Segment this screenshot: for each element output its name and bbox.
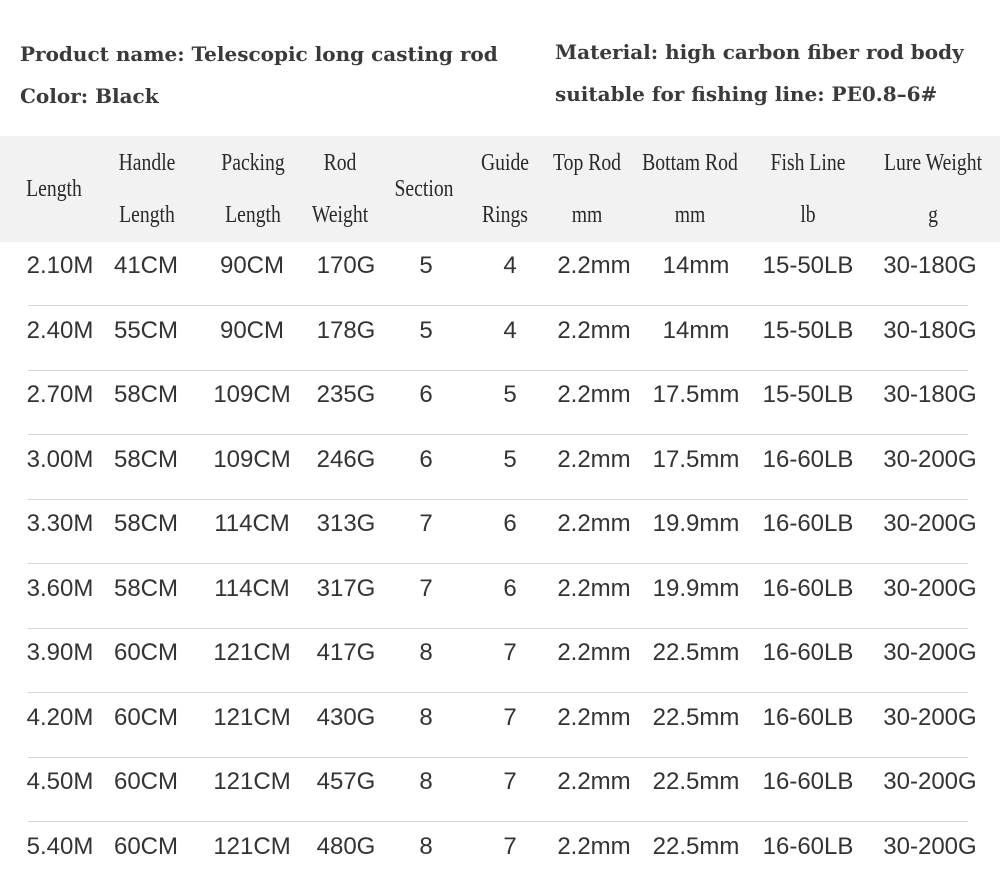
table-cell: 6: [503, 574, 517, 602]
header-sublabel: Length: [119, 202, 175, 228]
table-cell: 16-60LB: [762, 832, 854, 860]
table-cell: 30-200G: [883, 445, 977, 473]
header-sublabel: mm: [674, 202, 706, 228]
table-cell: 7: [503, 832, 517, 860]
fishing-line-text: suitable for fishing line: PE0.8–6#: [555, 82, 938, 106]
table-cell: 5: [419, 252, 433, 279]
table-cell: 246G: [316, 445, 376, 473]
table-cell: 430G: [316, 703, 376, 731]
table-cell: 5: [419, 316, 433, 344]
header-label: Bottam Rod: [642, 150, 738, 176]
header-cell: [755, 150, 862, 234]
table-cell: 7: [419, 510, 433, 537]
table-cell: 14mm: [662, 316, 730, 344]
color-text: Color: Black: [20, 84, 159, 108]
table-cell: 2.2mm: [557, 639, 631, 666]
table-cell: 2.2mm: [557, 768, 631, 795]
table-cell: 19.9mm: [652, 574, 740, 602]
header-cell: [94, 150, 201, 234]
table-cell: 6: [419, 381, 433, 408]
table-cell: 5.40M: [26, 832, 94, 860]
table-cell: 41CM: [113, 252, 179, 279]
table-cell: 22.5mm: [652, 639, 740, 666]
header-sublabel: Weight: [311, 202, 369, 228]
table-cell: 15-50LB: [762, 252, 854, 279]
material-text: Material: high carbon fiber rod body: [555, 40, 964, 64]
table-row: [26, 823, 977, 887]
table-cell: 30-180G: [883, 381, 977, 408]
table-cell: 8: [419, 703, 433, 731]
table-cell: 55CM: [113, 316, 179, 344]
table-cell: 8: [419, 639, 433, 666]
table-cell: 60CM: [113, 832, 179, 860]
table-cell: 4.50M: [26, 768, 94, 795]
header-cell: [637, 150, 744, 234]
table-row: [26, 694, 977, 758]
table-cell: 90CM: [219, 252, 285, 279]
table-cell: 58CM: [113, 381, 179, 408]
table-cell: 14mm: [662, 252, 730, 279]
header-label: Rod: [323, 150, 357, 176]
table-cell: 4.20M: [26, 703, 94, 731]
table-cell: 90CM: [219, 316, 285, 344]
header-sublabel: Length: [225, 202, 281, 228]
table-cell: 317G: [316, 574, 376, 602]
table-cell: 8: [419, 768, 433, 795]
table-cell: 121CM: [213, 768, 291, 795]
table-cell: 16-60LB: [762, 639, 854, 666]
table-cell: 22.5mm: [652, 703, 740, 731]
table-cell: 22.5mm: [652, 832, 740, 860]
table-cell: 3.30M: [26, 510, 94, 537]
header-label: Handle: [118, 150, 176, 176]
table-cell: 121CM: [213, 832, 291, 860]
table-cell: 121CM: [213, 703, 291, 731]
table-cell: 3.90M: [26, 639, 94, 666]
header-sublabel: Rings: [482, 202, 528, 228]
table-cell: 30-200G: [883, 574, 977, 602]
table-cell: 16-60LB: [762, 510, 854, 537]
table-cell: 121CM: [213, 639, 291, 666]
table-row: [26, 307, 977, 371]
table-cell: 2.40M: [26, 316, 94, 344]
header-sublabel: mm: [571, 202, 603, 228]
table-cell: 30-200G: [883, 510, 977, 537]
table-cell: 22.5mm: [652, 768, 740, 795]
table-cell: 170G: [316, 252, 376, 279]
table-cell: 480G: [316, 832, 376, 860]
table-cell: 109CM: [213, 445, 291, 473]
table-cell: 15-50LB: [762, 316, 854, 344]
table-cell: 2.2mm: [557, 381, 631, 408]
table-cell: 2.2mm: [557, 832, 631, 860]
table-cell: 2.2mm: [557, 445, 631, 473]
table-cell: 2.2mm: [557, 510, 631, 537]
table-cell: 5: [503, 381, 517, 408]
table-cell: 30-200G: [883, 703, 977, 731]
header-cell: [1, 150, 108, 234]
table-cell: 60CM: [113, 768, 179, 795]
table-row: [26, 436, 977, 500]
table-row: [26, 371, 977, 435]
header-label: Packing: [221, 150, 285, 176]
header-cell: [880, 150, 987, 234]
header-label: Length: [26, 176, 82, 202]
table-row: [26, 565, 977, 629]
table-cell: 2.2mm: [557, 574, 631, 602]
table-cell: 114CM: [214, 574, 290, 602]
table-cell: 60CM: [113, 703, 179, 731]
table-cell: 7: [503, 639, 517, 666]
header-sublabel: g: [928, 202, 938, 228]
table-cell: 6: [503, 510, 517, 537]
header-label: Top Rod: [552, 150, 622, 176]
table-cell: 235G: [316, 381, 376, 408]
table-cell: 16-60LB: [762, 703, 854, 731]
table-cell: 178G: [316, 316, 376, 344]
table-cell: 16-60LB: [762, 574, 854, 602]
header-label: Section: [394, 176, 454, 202]
table-cell: 7: [503, 703, 517, 731]
table-cell: 16-60LB: [762, 445, 854, 473]
table-cell: 60CM: [113, 639, 179, 666]
table-cell: 2.10M: [26, 252, 94, 279]
table-cell: 6: [419, 445, 433, 473]
table-cell: 2.2mm: [557, 252, 631, 279]
table-cell: 4: [503, 316, 517, 344]
table-cell: 30-180G: [883, 252, 977, 279]
table-cell: 19.9mm: [652, 510, 740, 537]
header-sublabel: lb: [800, 202, 816, 228]
table-cell: 457G: [316, 768, 376, 795]
product-name-text: Product name: Telescopic long casting rod: [20, 42, 498, 66]
table-cell: 30-200G: [883, 832, 977, 860]
table-cell: 58CM: [113, 445, 179, 473]
table-cell: 114CM: [214, 510, 290, 537]
table-row: [26, 629, 977, 693]
header-label: Fish Line: [770, 150, 846, 176]
table-row: [26, 242, 977, 306]
header-cell: [534, 150, 641, 234]
table-row: [26, 758, 977, 822]
table-cell: 5: [503, 445, 517, 473]
table-cell: 17.5mm: [652, 445, 740, 473]
table-cell: 109CM: [213, 381, 291, 408]
table-cell: 16-60LB: [762, 768, 854, 795]
table-cell: 3.00M: [26, 445, 94, 473]
header-label: Lure Weight: [883, 150, 983, 176]
table-cell: 7: [419, 574, 433, 602]
table-cell: 3.60M: [26, 574, 94, 602]
table-row: [26, 500, 977, 564]
table-cell: 58CM: [113, 510, 179, 537]
table-cell: 30-200G: [883, 639, 977, 666]
table-cell: 2.2mm: [557, 703, 631, 731]
header-label: Guide: [480, 150, 530, 176]
table-cell: 30-180G: [883, 316, 977, 344]
table-cell: 417G: [316, 639, 376, 666]
table-cell: 58CM: [113, 574, 179, 602]
table-cell: 15-50LB: [762, 381, 854, 408]
table-cell: 313G: [316, 510, 376, 537]
table-cell: 8: [419, 832, 433, 860]
table-cell: 2.70M: [26, 381, 94, 408]
table-cell: 4: [503, 252, 517, 279]
table-cell: 7: [503, 768, 517, 795]
table-cell: 30-200G: [883, 768, 977, 795]
table-cell: 2.2mm: [557, 316, 631, 344]
table-cell: 17.5mm: [652, 381, 740, 408]
